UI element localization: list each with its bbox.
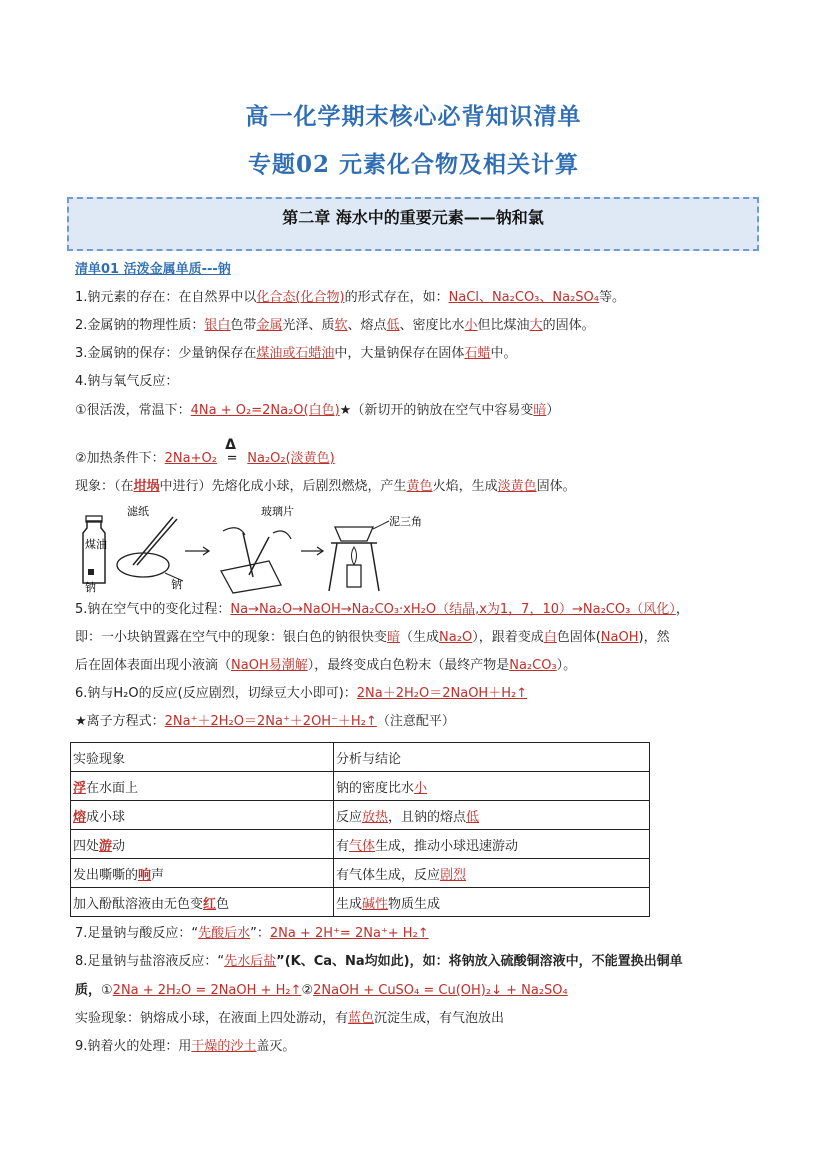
answer: 暗 <box>533 403 547 418</box>
table-header-row <box>71 743 650 772</box>
tweezers-arm <box>137 519 177 565</box>
text: 9.钠着火的处理：用 <box>75 1039 192 1054</box>
text: 2.金属钠的物理性质： <box>75 318 205 333</box>
answer: NaOH <box>600 630 639 645</box>
sodium-label-2: 钠 <box>171 578 182 591</box>
answer: 熔 <box>73 809 87 825</box>
line-13 <box>75 925 429 943</box>
answer: Na₂O <box>439 630 473 645</box>
text: 等。 <box>598 290 625 305</box>
answer: NaCl、Na₂CO₃、Na₂SO₄ <box>448 290 599 305</box>
text: 、熔点 <box>347 318 387 333</box>
equals-symbol: = <box>226 451 238 466</box>
text: ②加热条件下： <box>75 451 165 466</box>
text: ① <box>101 983 113 998</box>
flame <box>352 547 357 565</box>
line-16 <box>75 1010 504 1028</box>
kerosene-label: 煤油 <box>85 538 107 551</box>
answer: Na₂O₂(淡黄色) <box>247 451 335 466</box>
clay-triangle-label: 泥三角 <box>389 515 422 528</box>
document-title: 高一化学期末核心必背知识清单 <box>245 103 582 130</box>
text: 3.金属钠的保存：少量钠保存在 <box>75 346 257 361</box>
text: 即：一小块钠置露在空气中的现象：银白色的钠很快变 <box>75 630 388 645</box>
answer: 化合态(化合物) <box>256 290 345 305</box>
line-15 <box>75 982 568 1000</box>
text: 物质生成 <box>388 896 441 912</box>
text: 后在固体表面出现小液滴（ <box>75 658 232 673</box>
answer: 剧烈 <box>440 867 467 883</box>
delta-symbol: Δ <box>225 437 236 453</box>
answer: 红 <box>203 896 217 912</box>
line-4 <box>75 373 178 391</box>
table-cell <box>71 801 334 830</box>
answer: 4Na + O₂=2Na₂O(白色) <box>190 403 340 418</box>
answer: 气体 <box>349 838 376 854</box>
table-header-cell: 分析与结论 <box>334 743 650 772</box>
text: 在水面上 <box>86 780 139 796</box>
text: ，且钠的熔点 <box>388 809 467 825</box>
answer: 2Na + 2H₂O = 2NaOH + H₂↑ <box>112 983 302 998</box>
text: 有 <box>336 838 350 854</box>
text: 5.钠在空气中的变化过程： <box>75 602 231 617</box>
answer: 碱性 <box>362 896 389 912</box>
answer: 坩埚 <box>133 479 160 494</box>
answer: 软 <box>334 318 348 333</box>
table-cell <box>334 888 650 917</box>
text: 8.足量钠与盐溶液反应：“ <box>75 954 225 969</box>
table-row <box>71 801 650 830</box>
answer: 暗 <box>387 630 401 645</box>
answer: Na→Na₂O→NaOH→Na₂CO₃·xH₂O（结晶,x为1，7，10）→Na₂CO₃（风化） <box>230 602 676 617</box>
glass-plate-label: 玻璃片 <box>261 505 294 518</box>
tweezers <box>133 517 173 565</box>
table-header-cell: 实验现象 <box>71 743 334 772</box>
experiment-table <box>70 742 650 917</box>
sodium-piece <box>88 569 94 575</box>
answer: 2Na + 2H⁺= 2Na⁺+ H₂↑ <box>269 926 429 941</box>
line-11 <box>75 685 527 703</box>
answer: 干燥的沙土 <box>191 1039 257 1054</box>
text: 生成，推动小球迅速游动 <box>375 838 519 854</box>
line-10 <box>75 657 576 675</box>
alcohol-lamp <box>347 565 361 587</box>
text: 、密度比水 <box>399 318 465 333</box>
answer: 2Na⁺＋2H₂O＝2Na⁺＋2OH⁻＋H₂↑ <box>164 714 377 729</box>
table-cell <box>334 772 650 801</box>
table-cell <box>71 859 334 888</box>
answer: 2Na＋2H₂O＝2NaOH＋H₂↑ <box>356 686 528 701</box>
answer: 游 <box>99 838 113 854</box>
sodium-label-1: 钠 <box>85 581 96 594</box>
line-12 <box>75 713 455 731</box>
text: ”(K、Ca、Na均如此)，如： <box>276 954 449 969</box>
text: 色带 <box>230 318 257 333</box>
hand-left <box>223 528 245 535</box>
text: 盖灭。 <box>256 1039 296 1054</box>
text: ★（新切开的钠放在空气中容易变 <box>339 403 534 418</box>
text: 现象：（在 <box>75 479 134 494</box>
text: 质， <box>75 983 102 998</box>
text: ， <box>675 602 689 617</box>
heating-equals-sign <box>221 437 243 468</box>
line-9 <box>75 629 670 647</box>
answer: 白 <box>543 630 557 645</box>
answer: 蓝色 <box>348 1011 375 1026</box>
answer: Na₂CO₃ <box>509 658 557 673</box>
text: 固体。 <box>536 479 576 494</box>
line-1 <box>75 289 625 307</box>
answer: NaOH易潮解 <box>231 658 308 673</box>
text: ）。 <box>556 658 577 673</box>
line-6 <box>75 437 335 468</box>
text: 加入酚酞溶液由无色变 <box>73 896 204 912</box>
text: 但比煤油 <box>477 318 530 333</box>
answer: 淡黄色 <box>497 479 537 494</box>
table-row <box>71 830 650 859</box>
answer: 银白 <box>204 318 231 333</box>
text: 成小球 <box>86 809 126 825</box>
table-cell <box>334 859 650 888</box>
table-cell <box>71 830 334 859</box>
text: ”： <box>250 926 270 941</box>
answer: 黄色 <box>406 479 433 494</box>
text: 色 <box>216 896 230 912</box>
tweezers-2 <box>249 537 269 575</box>
answer: 2Na+O₂ <box>164 451 217 466</box>
text: 动 <box>112 838 126 854</box>
filter-paper-label: 滤纸 <box>127 505 149 518</box>
table-cell <box>334 830 650 859</box>
line-3 <box>75 345 516 363</box>
text: 四处 <box>73 838 100 854</box>
answer: 放热 <box>362 809 389 825</box>
text: 的固体。 <box>542 318 595 333</box>
answer: 小 <box>414 780 428 796</box>
text: 沉淀生成，有气泡放出 <box>374 1011 505 1026</box>
table-cell <box>334 801 650 830</box>
text: 6.钠与H₂O的反应(反应剧烈，切绿豆大小即可)： <box>75 686 357 701</box>
line-8 <box>75 601 689 619</box>
text: 发出嘶嘶的 <box>73 867 139 883</box>
text: 有气体生成，反应 <box>336 867 441 883</box>
text: ①很活泼，常温下： <box>75 403 191 418</box>
text: 中进行）先熔化成小球，后剧烈燃烧，产生 <box>159 479 407 494</box>
crucible <box>335 527 373 541</box>
text: 中。 <box>490 346 517 361</box>
text: 的形式存在，如： <box>344 290 449 305</box>
filter-paper <box>117 553 169 577</box>
table-row <box>71 772 650 801</box>
table-cell <box>71 888 334 917</box>
text: ），跟着变成 <box>472 630 544 645</box>
text: （生成 <box>400 630 440 645</box>
section-heading: 清单01 活泼金属单质---钠 <box>75 262 231 277</box>
line-17 <box>75 1038 295 1056</box>
text: （注意配平） <box>376 714 455 729</box>
answer: 石蜡 <box>464 346 491 361</box>
answer: 浮 <box>73 780 87 796</box>
text: 实验现象：钠熔成小球，在液面上四处游动，有 <box>75 1011 349 1026</box>
table-row <box>71 859 650 888</box>
pointer-line-2 <box>373 521 389 529</box>
table-cell <box>71 772 334 801</box>
text: ★离子方程式： <box>75 714 165 729</box>
text: ），最终变成白色粉末（最终产物是 <box>307 658 510 673</box>
text: ） <box>546 403 560 418</box>
hand-right <box>273 531 291 539</box>
chapter-heading: 第二章 海水中的重要元素——钠和氯 <box>67 197 759 251</box>
text: 反应 <box>336 809 363 825</box>
line-5 <box>75 402 559 420</box>
answer: 先酸后水 <box>198 926 251 941</box>
answer: 大 <box>529 318 543 333</box>
line-14 <box>75 953 683 971</box>
answer: 煤油或石蜡油 <box>256 346 335 361</box>
answer: 2NaOH + CuSO₄ = Cu(OH)₂↓ + Na₂SO₄ <box>313 983 568 998</box>
answer: 低 <box>386 318 400 333</box>
text: 钠的密度比水 <box>336 780 415 796</box>
text: 光泽、质 <box>282 318 335 333</box>
text: ② <box>301 983 314 998</box>
tripod-leg-2 <box>371 543 379 591</box>
answer: 低 <box>466 809 480 825</box>
text: 生成 <box>336 896 363 912</box>
text: 火焰，生成 <box>432 479 498 494</box>
text: 色固体( <box>556 630 601 645</box>
text: 将钠放入硫酸铜溶液中，不能置换出铜单 <box>448 954 683 969</box>
apparatus-figure <box>73 503 433 595</box>
answer: 小 <box>464 318 478 333</box>
text: )，然 <box>638 630 670 645</box>
answer: 响 <box>138 867 152 883</box>
document-subtitle: 专题02 元素化合物及相关计算 <box>247 151 579 178</box>
line-2 <box>75 317 595 335</box>
line-7 <box>75 478 576 496</box>
text: 7.足量钠与酸反应：“ <box>75 926 199 941</box>
tripod-leg-1 <box>329 543 337 591</box>
table-row <box>71 888 650 917</box>
text: 中，大量钠保存在固体 <box>334 346 465 361</box>
text: 4.钠与氧气反应： <box>75 374 179 389</box>
text: 1.钠元素的存在：在自然界中以 <box>75 290 257 305</box>
answer: 金属 <box>256 318 283 333</box>
answer: 先水后盐 <box>224 954 277 969</box>
text: 声 <box>151 867 165 883</box>
